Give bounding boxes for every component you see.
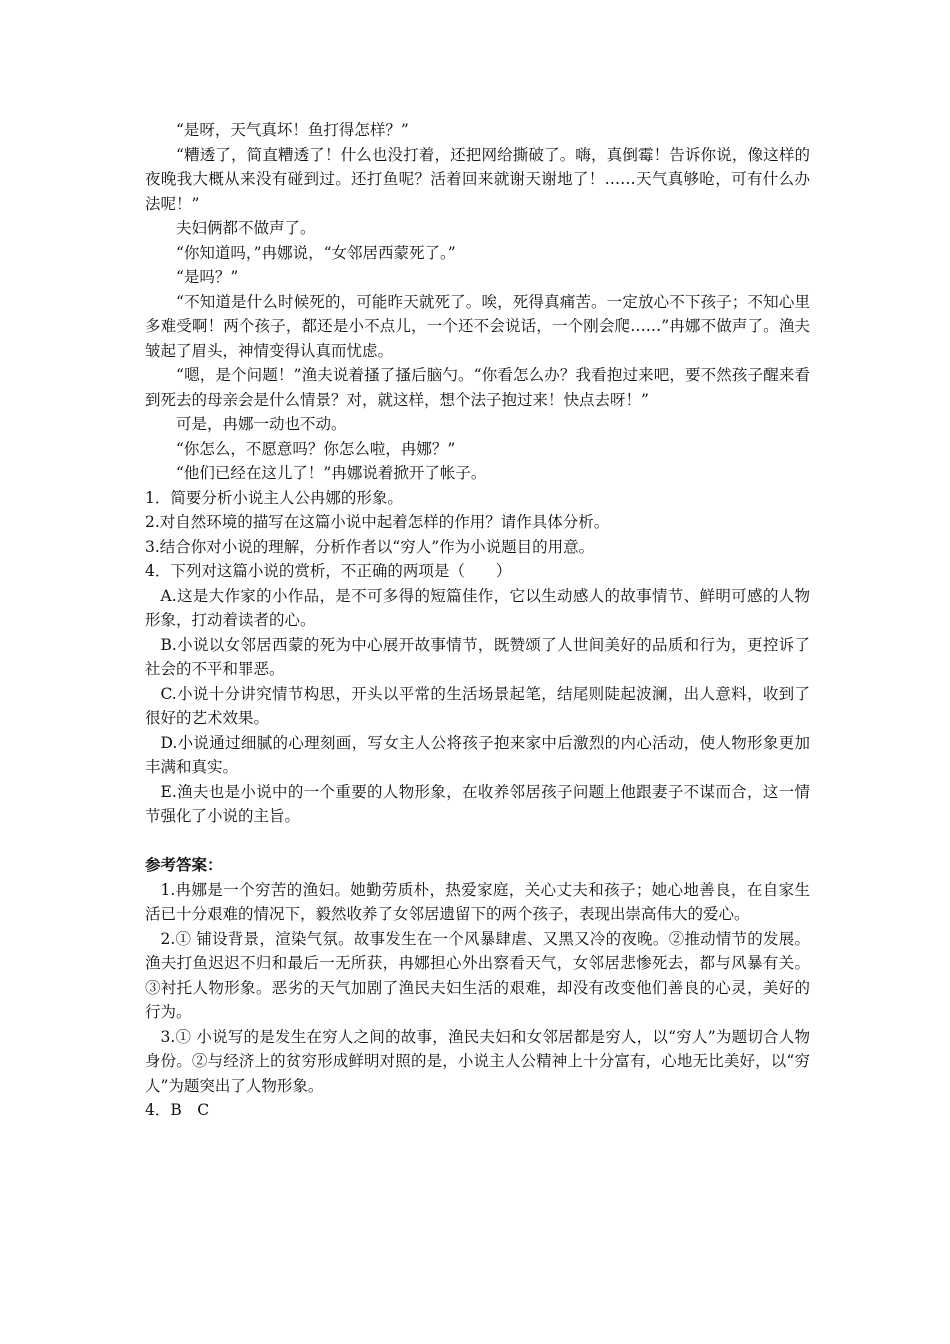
story-paragraph: 夫妇俩都不做声了。 [176, 219, 316, 237]
answer-section [145, 853, 810, 1123]
question-list [145, 486, 810, 584]
story-paragraph: “糟透了，简直糟透了！什么也没打着，还把网给撕破了。嗨，真倒霉！告诉你说，像这样的夜晚我大概从来没有碰到过。还打鱼呢？活着回来就谢天谢地了！……天气真够呛，可有什么办法呢！” [145, 145, 810, 213]
story-excerpt [145, 118, 810, 486]
story-paragraph: 可是，冉娜一动也不动。 [176, 415, 347, 433]
question-item: 4．下列对这篇小说的赏析，不正确的两项是（ ） [145, 562, 512, 580]
story-paragraph: “他们已经在这儿了！”冉娜说着掀开了帐子。 [176, 464, 487, 482]
question-item: 1．简要分析小说主人公冉娜的形象。 [145, 488, 403, 507]
document-page [145, 118, 810, 1123]
question-item: 3.结合你对小说的理解，分析作者以“穷人”作为小说题目的用意。 [145, 537, 595, 556]
question-item: 2.对自然环境的描写在这篇小说中起着怎样的作用？请作具体分析。 [145, 513, 610, 531]
option-item: A.这是大作家的小作品，是不可多得的短篇佳作，它以生动感人的故事情节、鲜明可感的人物形象，打动着读者的心。 [145, 586, 810, 629]
answer-item: 1.冉娜是一个穷苦的渔妇。她勤劳质朴，热爱家庭，关心丈夫和孩子；她心地善良，在自家生活已十分艰难的情况下，毅然收养了女邻居遗留下的两个孩子，表现出崇高伟大的爱心。 [145, 880, 810, 923]
answer-heading: 参考答案： [145, 855, 223, 874]
section-gap [145, 829, 810, 854]
story-paragraph: “是吗？” [176, 268, 239, 286]
answer-item: 3.① 小说写的是发生在穷人之间的故事，渔民夫妇和女邻居都是穷人，以“穷人”为题切合人物身份。②与经济上的贫穷形成鲜明对照的是，小说主人公精神上十分富有，心地无比美好，以“穷人”为题突出了人物形象。 [145, 1027, 810, 1095]
answer-item: 2.① 铺设背景，渲染气氛。故事发生在一个风暴肆虐、又黑又冷的夜晚。②推动情节的发展。渔夫打鱼迟迟不归和最后一无所获，冉娜担心外出察看天气，女邻居悲惨死去，都与风暴有关。③衬托人物形象。恶劣的天气加剧了渔民夫妇生活的艰难，却没有改变他们善良的心灵，美好的行为。 [145, 929, 810, 1021]
option-item: B.小说以女邻居西蒙的死为中心展开故事情节，既赞颂了人世间美好的品质和行为，更控诉了社会的不平和罪恶。 [145, 635, 810, 678]
final-answer: 4．B C [145, 1101, 210, 1119]
story-paragraph: “是呀，天气真坏！鱼打得怎样？” [176, 121, 409, 139]
option-item: C.小说十分讲究情节构思，开头以平常的生活场景起笔，结尾则陡起波澜，出人意料，收到了很好的艺术效果。 [145, 684, 810, 727]
story-paragraph: “不知道是什么时候死的，可能昨天就死了。唉，死得真痛苦。一定放心不下孩子；不知心里多难受啊！两个孩子，都还是小不点儿，一个还不会说话，一个刚会爬……”冉娜不做声了。渔夫皱起了眉头，神情变得认真而忧虑。 [145, 292, 810, 360]
story-paragraph: “你怎么，不愿意吗？你怎么啦，冉娜？” [176, 439, 456, 458]
story-paragraph: “嗯，是个问题！”渔夫说着搔了搔后脑勺。“你看怎么办？我看抱过来吧，要不然孩子醒来看到死去的母亲会是什么情景？对，就这样，想个法子抱过来！快点去呀！” [145, 366, 810, 409]
option-item: E.渔夫也是小说中的一个重要的人物形象，在收养邻居孩子问题上他跟妻子不谋而合，这一情节强化了小说的主旨。 [145, 782, 810, 825]
option-item: D.小说通过细腻的心理刻画，写女主人公将孩子抱来家中后激烈的内心活动，使人物形象更加丰满和真实。 [145, 733, 810, 776]
option-list [145, 584, 810, 829]
story-paragraph: “你知道吗，”冉娜说，“女邻居西蒙死了。” [176, 243, 456, 262]
